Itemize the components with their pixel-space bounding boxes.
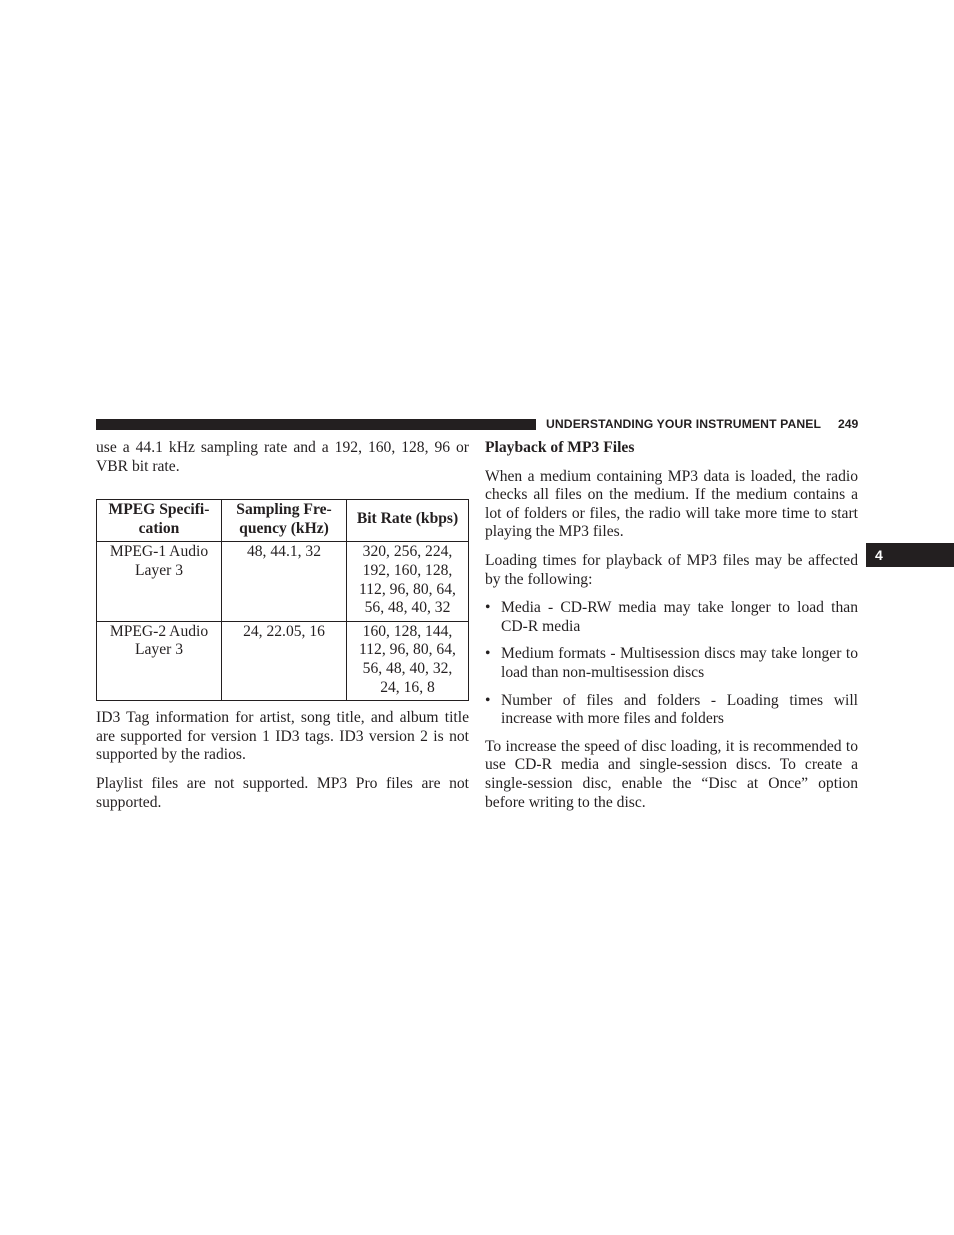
bullet-icon: • [485, 645, 491, 663]
table-header: Bit Rate (kbps) [347, 500, 469, 542]
intro-paragraph: use a 44.1 kHz sampling rate and a 192, 160, 128, 96 or VBR bit rate. [96, 439, 469, 475]
body-paragraph: To increase the speed of disc loading, it is recommended to use CD-R media and single-session discs. To create a single-session disc, enable the “Disc at Once” option before writing to the disc. [485, 737, 858, 811]
table-cell: 320, 256, 224, 192, 160, 128, 112, 96, 80, 64, 56, 48, 40, 32 [347, 542, 469, 621]
table-header: Sampling Fre-quency (kHz) [222, 500, 347, 542]
left-column [96, 439, 469, 812]
page-number: 249 [838, 417, 859, 431]
list-item [485, 599, 858, 636]
id3-paragraph: ID3 Tag information for artist, song title, and album title are supported for version 1 ID3 tags. ID3 version 2 is not supported by the radios. [96, 709, 469, 764]
list-item [485, 645, 858, 682]
table-row [97, 542, 469, 621]
mpeg-spec-table [96, 499, 469, 701]
playlist-paragraph: Playlist files are not supported. MP3 Pro files are not supported. [96, 774, 469, 811]
list-item-text: Medium formats - Multisession discs may take longer to load than non-multisession discs [501, 645, 858, 681]
table-header-row [97, 500, 469, 542]
list-item-text: Media - CD-RW media may take longer to load than CD-R media [501, 599, 858, 635]
factors-list [485, 599, 858, 729]
chapter-tab: 4 [866, 543, 954, 567]
table-header: MPEG Specifi-cation [97, 500, 222, 542]
table-cell: 24, 22.05, 16 [222, 621, 347, 700]
section-heading: Playback of MP3 Files [485, 439, 635, 456]
list-item-text: Number of files and folders - Loading times will increase with more files and folders [501, 691, 858, 728]
table-cell: 160, 128, 144, 112, 96, 80, 64, 56, 48, 40, 32, 24, 16, 8 [347, 621, 469, 700]
section-title: UNDERSTANDING YOUR INSTRUMENT PANEL [546, 417, 822, 431]
bullet-icon: • [485, 691, 491, 709]
table-row [97, 621, 469, 700]
table-cell: MPEG-2 Audio Layer 3 [97, 621, 222, 700]
right-column [485, 439, 858, 812]
table-cell: 48, 44.1, 32 [222, 542, 347, 621]
bullet-icon: • [485, 599, 491, 617]
table-cell: MPEG-1 Audio Layer 3 [97, 542, 222, 621]
list-item [485, 692, 858, 729]
body-paragraph: Loading times for playback of MP3 files may be affected by the following: [485, 551, 858, 588]
body-paragraph: When a medium containing MP3 data is loaded, the radio checks all files on the medium. If the medium contains a lot of folders or files, the radio will take more time to start playing the MP3 files. [485, 467, 858, 541]
header-rule [96, 419, 536, 430]
